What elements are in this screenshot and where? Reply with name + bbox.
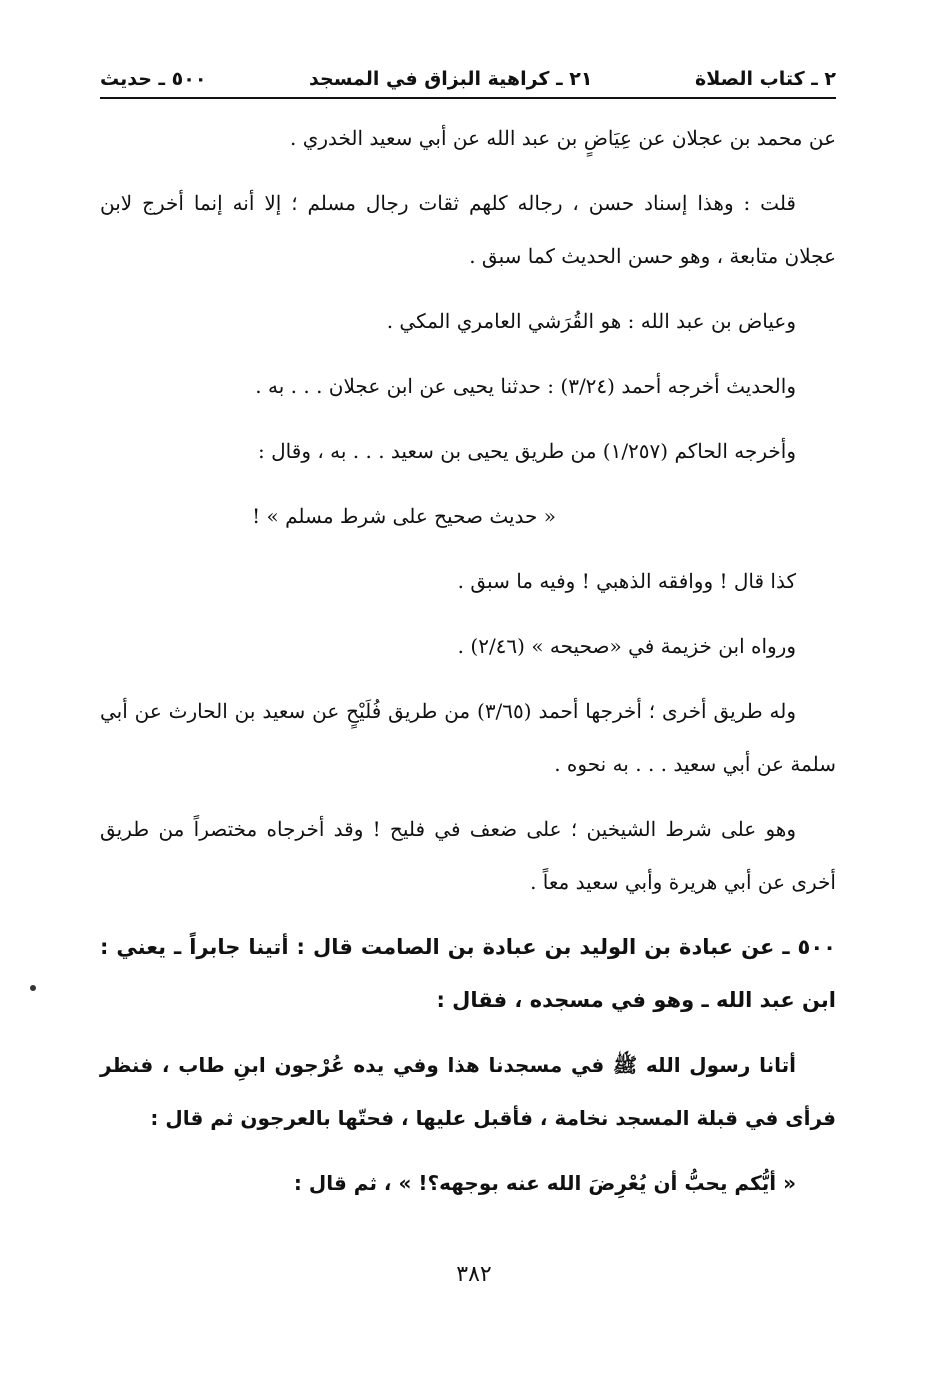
- hadith-500-text: أتانا رسول الله ﷺ في مسجدنا هذا وفي يده عُرْجون ابنِ طاب ، فنظر فرأى في قبلة المسجد نخامة ، فأقبل عليها ، فحتّها بالعرجون ثم قال :: [100, 1053, 836, 1130]
- paragraph-narrator-note: وعياض بن عبد الله : هو القُرَشي العامري المكي .: [386, 309, 796, 333]
- paragraph-shaykhayn-note: وهو على شرط الشيخين ؛ على ضعف في فليح ! وقد أخرجاه مختصراً من طريق أخرى عن أبي هريرة وأبي سعيد معاً .: [100, 817, 836, 894]
- paragraph-other-route: وله طريق أخرى ؛ أخرجها أحمد (٣/٦٥) من طريق فُلَيْحٍ عن سعيد بن الحارث عن أبي سلمة عن أبي سعيد . . . به نحوه .: [100, 699, 836, 776]
- paragraph-dhahabi-note: كذا قال ! ووافقه الذهبي ! وفيه ما سبق .: [457, 569, 796, 593]
- header-divider: [100, 97, 836, 99]
- paragraph-hakim-source: وأخرجه الحاكم (١/٢٥٧) من طريق يحيى بن سعيد . . . به ، وقال :: [258, 439, 796, 463]
- header-hadith-number: ٥٠٠ ـ حديث: [100, 68, 207, 90]
- hadith-500-intro: ٥٠٠ ـ عن عبادة بن الوليد بن عبادة بن الصامت قال : أتينا جابراً ـ يعني : ابن عبد الله ـ وهو في مسجده ، فقال :: [100, 935, 836, 1012]
- page-body: [100, 112, 836, 1210]
- running-header: [100, 62, 836, 96]
- paragraph-ahmad-source: والحديث أخرجه أحمد (٣/٢٤) : حدثنا يحيى عن ابن عجلان . . . به .: [255, 374, 796, 398]
- paragraph-ibn-khuzayma: ورواه ابن خزيمة في «صحيحه » (٢/٤٦) .: [457, 634, 796, 658]
- header-chapter: ٢ ـ كتاب الصلاة: [695, 68, 836, 90]
- paragraph-hakim-quote: « حديث صحيح على شرط مسلم » !: [252, 504, 556, 528]
- scan-speck: [30, 985, 36, 991]
- hadith-500-quote: « أيُّكم يحبُّ أن يُعْرِضَ الله عنه بوجهه؟! » ، ثم قال :: [293, 1171, 796, 1195]
- paragraph-chain-end: عن محمد بن عجلان عن عِيَاضٍ بن عبد الله عن أبي سعيد الخدري .: [289, 126, 836, 150]
- header-section: ٢١ ـ كراهية البزاق في المسجد: [309, 68, 593, 90]
- paragraph-isnad-grading: قلت : وهذا إسناد حسن ، رجاله كلهم ثقات رجال مسلم ؛ إلا أنه إنما أخرج لابن عجلان متابعة ، وهو حسن الحديث كما سبق .: [100, 191, 836, 268]
- page-number: ٣٨٢: [456, 1262, 492, 1287]
